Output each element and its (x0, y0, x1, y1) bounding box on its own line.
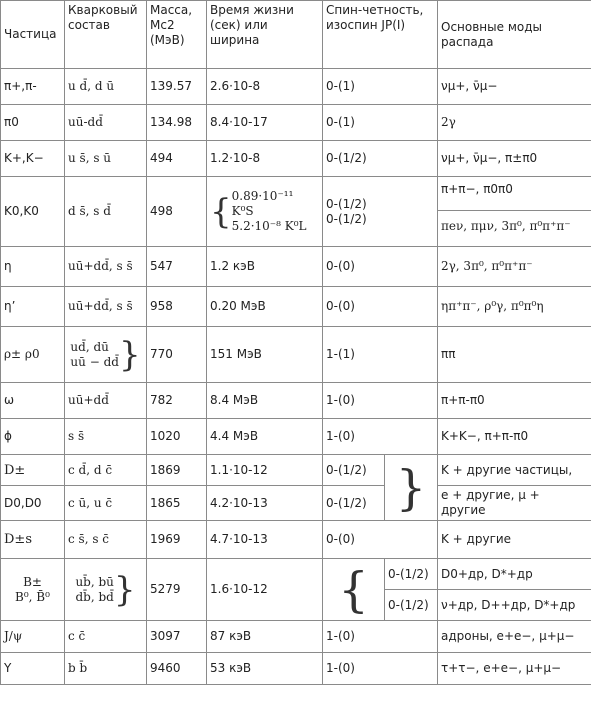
mass-cell: 1020 (147, 419, 207, 455)
decays-ks: π+π−, π0π0 (438, 179, 591, 211)
quarks-cell: u s̄, s ū (65, 141, 147, 177)
quarks-cell: uū-dd̄ (65, 105, 147, 141)
particle-cell: J/ψ (1, 621, 65, 653)
mass-cell: 1865 (147, 486, 207, 521)
quarks-cell: s s̄ (65, 419, 147, 455)
brace-glyph: { (210, 191, 232, 232)
quarks-cell: c ū, u c̄ (65, 486, 147, 521)
particle-cell: η (1, 247, 65, 287)
decays-cell: адроны, e+e−, μ+μ− (438, 621, 591, 653)
spin-cell: 1-(0) (323, 653, 438, 685)
table-row (1, 383, 591, 419)
decays-kl: πeν, πμν, 3π⁰, π⁰π⁺π⁻ (441, 218, 571, 233)
lifetime-cell: 1.2 кэВ (207, 247, 323, 287)
brace-glyph: } (118, 334, 141, 375)
spin-cell: 0-(0) (323, 247, 438, 287)
lifetime-cell: 1.1·10-12 (207, 455, 323, 486)
table-row (1, 653, 591, 685)
decays-cell: π+π-π0 (438, 383, 591, 419)
spin-cell: 0-(1/2) (323, 455, 385, 486)
quarks-cell: b b̄ (65, 653, 147, 685)
decays-cell (438, 177, 591, 247)
particle-b-charged: B± (23, 574, 42, 589)
lifetime-cell: 4.4 МэВ (207, 419, 323, 455)
lifetime-kl: 5.2·10⁻⁸ K⁰L (231, 219, 307, 233)
lifetime-cell: 4.2·10-13 (207, 486, 323, 521)
decays-cell: K + другие частицы, (438, 455, 591, 486)
table-row (1, 559, 591, 590)
header-row (1, 1, 591, 69)
lifetime-cell: 53 кэВ (207, 653, 323, 685)
spin-cell: 0-(1) (323, 69, 438, 105)
lifetime-cell: 8.4 МэВ (207, 383, 323, 419)
decays-cell: D0+др, D*+др (438, 559, 591, 590)
lifetime-cell: 0.20 МэВ (207, 287, 323, 327)
brace-glyph: } (395, 459, 427, 516)
decays-cell: ππ (438, 327, 591, 383)
header-quarks: Кварковый состав (65, 1, 147, 69)
lifetime-cell (207, 177, 323, 247)
spin-kl: 0-(1/2) (326, 211, 367, 226)
brace-cell (385, 455, 438, 521)
mass-cell: 139.57 (147, 69, 207, 105)
mass-cell: 770 (147, 327, 207, 383)
spin-cell: 0-(0) (323, 287, 438, 327)
mass-cell: 498 (147, 177, 207, 247)
lifetime-cell: 4.7·10-13 (207, 521, 323, 559)
particle-cell: K+,K− (1, 141, 65, 177)
mass-cell: 958 (147, 287, 207, 327)
quarks-rho-charged: ud̄, dū (70, 339, 109, 354)
quarks-cell: d s̄, s d̄ (65, 177, 147, 247)
particle-cell: η’ (1, 287, 65, 327)
spin-cell: 0-(1) (323, 105, 438, 141)
particle-cell: π+,π- (1, 69, 65, 105)
spin-cell: 1-(1) (323, 327, 438, 383)
mass-cell: 9460 (147, 653, 207, 685)
brace-glyph: { (338, 561, 369, 618)
brace-cell (323, 559, 385, 621)
decays-cell: K + другие (438, 521, 591, 559)
lifetime-cell: 8.4·10-17 (207, 105, 323, 141)
mass-cell: 494 (147, 141, 207, 177)
brace-glyph: } (113, 569, 136, 610)
header-mass: Масса, Мс2 (МэВ) (147, 1, 207, 69)
header-particle: Частица (1, 1, 65, 69)
table-row (1, 455, 591, 486)
mass-cell: 1869 (147, 455, 207, 486)
mass-cell: 1969 (147, 521, 207, 559)
quarks-cell (65, 327, 147, 383)
particle-cell: ϕ (1, 419, 65, 455)
table-row (1, 287, 591, 327)
particle-cell: D± (1, 455, 65, 486)
quarks-cell: c d̄, d c̄ (65, 455, 147, 486)
spin-cell: 0-(1/2) (385, 590, 438, 621)
quarks-cell: c c̄ (65, 621, 147, 653)
table-row (1, 247, 591, 287)
quarks-b-charged: ub̄, bū (75, 574, 114, 589)
quarks-cell: uū+dd̄, s s̄ (65, 247, 147, 287)
particle-cell: D0,D0 (1, 486, 65, 521)
quarks-b-neutral: db̄, bd̄ (75, 589, 114, 604)
lifetime-cell: 87 кэВ (207, 621, 323, 653)
table-row (1, 621, 591, 653)
spin-cell: 1-(0) (323, 383, 438, 419)
decays-cell: e + другие, μ + другие (438, 486, 591, 521)
spin-cell (323, 177, 438, 247)
lifetime-cell: 2.6·10-8 (207, 69, 323, 105)
decays-cell: 2γ (438, 105, 591, 141)
particle-cell: Υ (1, 653, 65, 685)
mass-cell: 5279 (147, 559, 207, 621)
quarks-cell: c s̄, s c̄ (65, 521, 147, 559)
table-row (1, 141, 591, 177)
decays-cell: νμ+, ν̄μ− (438, 69, 591, 105)
spin-cell: 0-(1/2) (385, 559, 438, 590)
quarks-cell: u d̄, d ū (65, 69, 147, 105)
spin-cell: 1-(0) (323, 621, 438, 653)
table-row (1, 327, 591, 383)
particle-cell: K0,K0 (1, 177, 65, 247)
particle-cell: ω (1, 383, 65, 419)
spin-cell: 0-(1/2) (323, 141, 438, 177)
lifetime-cell: 151 МэВ (207, 327, 323, 383)
lifetime-cell: 1.2·10-8 (207, 141, 323, 177)
header-decays: Основные моды распада (438, 1, 591, 69)
mass-cell: 547 (147, 247, 207, 287)
spin-cell: 0-(0) (323, 521, 438, 559)
decays-cell: ηπ⁺π⁻, ρ⁰γ, π⁰π⁰η (438, 287, 591, 327)
quarks-cell: uū+dd̄ (65, 383, 147, 419)
table-row (1, 521, 591, 559)
particle-cell: D±s (1, 521, 65, 559)
decays-cell: K+K−, π+π-π0 (438, 419, 591, 455)
quarks-rho-neutral: uū − dd̄ (70, 354, 119, 369)
decays-cell: 2γ, 3π⁰, π⁰π⁺π⁻ (438, 247, 591, 287)
header-lifetime: Время жизни (сек) или ширина (207, 1, 323, 69)
table-row (1, 105, 591, 141)
lifetime-cell: 1.6·10-12 (207, 559, 323, 621)
spin-cell: 0-(1/2) (323, 486, 385, 521)
particle-cell: ρ± ρ0 (1, 327, 65, 383)
spin-cell: 1-(0) (323, 419, 438, 455)
particle-cell (1, 559, 65, 621)
quarks-cell: uū+dd̄, s s̄ (65, 287, 147, 327)
decays-cell: τ+τ−, e+e−, μ+μ− (438, 653, 591, 685)
decays-cell: νμ+, ν̄μ−, π±π0 (438, 141, 591, 177)
table-row (1, 419, 591, 455)
table-row (1, 69, 591, 105)
mass-cell: 3097 (147, 621, 207, 653)
table-row (1, 486, 591, 521)
spin-ks: 0-(1/2) (326, 196, 367, 211)
quarks-cell (65, 559, 147, 621)
header-spin: Спин-четность, изоспин JP(I) (323, 1, 438, 69)
particle-b-neutral: B⁰, B̄⁰ (15, 589, 50, 604)
decays-cell: ν+др, D++др, D*+др (438, 590, 591, 621)
particle-cell: π0 (1, 105, 65, 141)
lifetime-ks: 0.89·10⁻¹¹ K⁰S (231, 189, 294, 218)
mass-cell: 782 (147, 383, 207, 419)
table-row (1, 177, 591, 247)
mass-cell: 134.98 (147, 105, 207, 141)
